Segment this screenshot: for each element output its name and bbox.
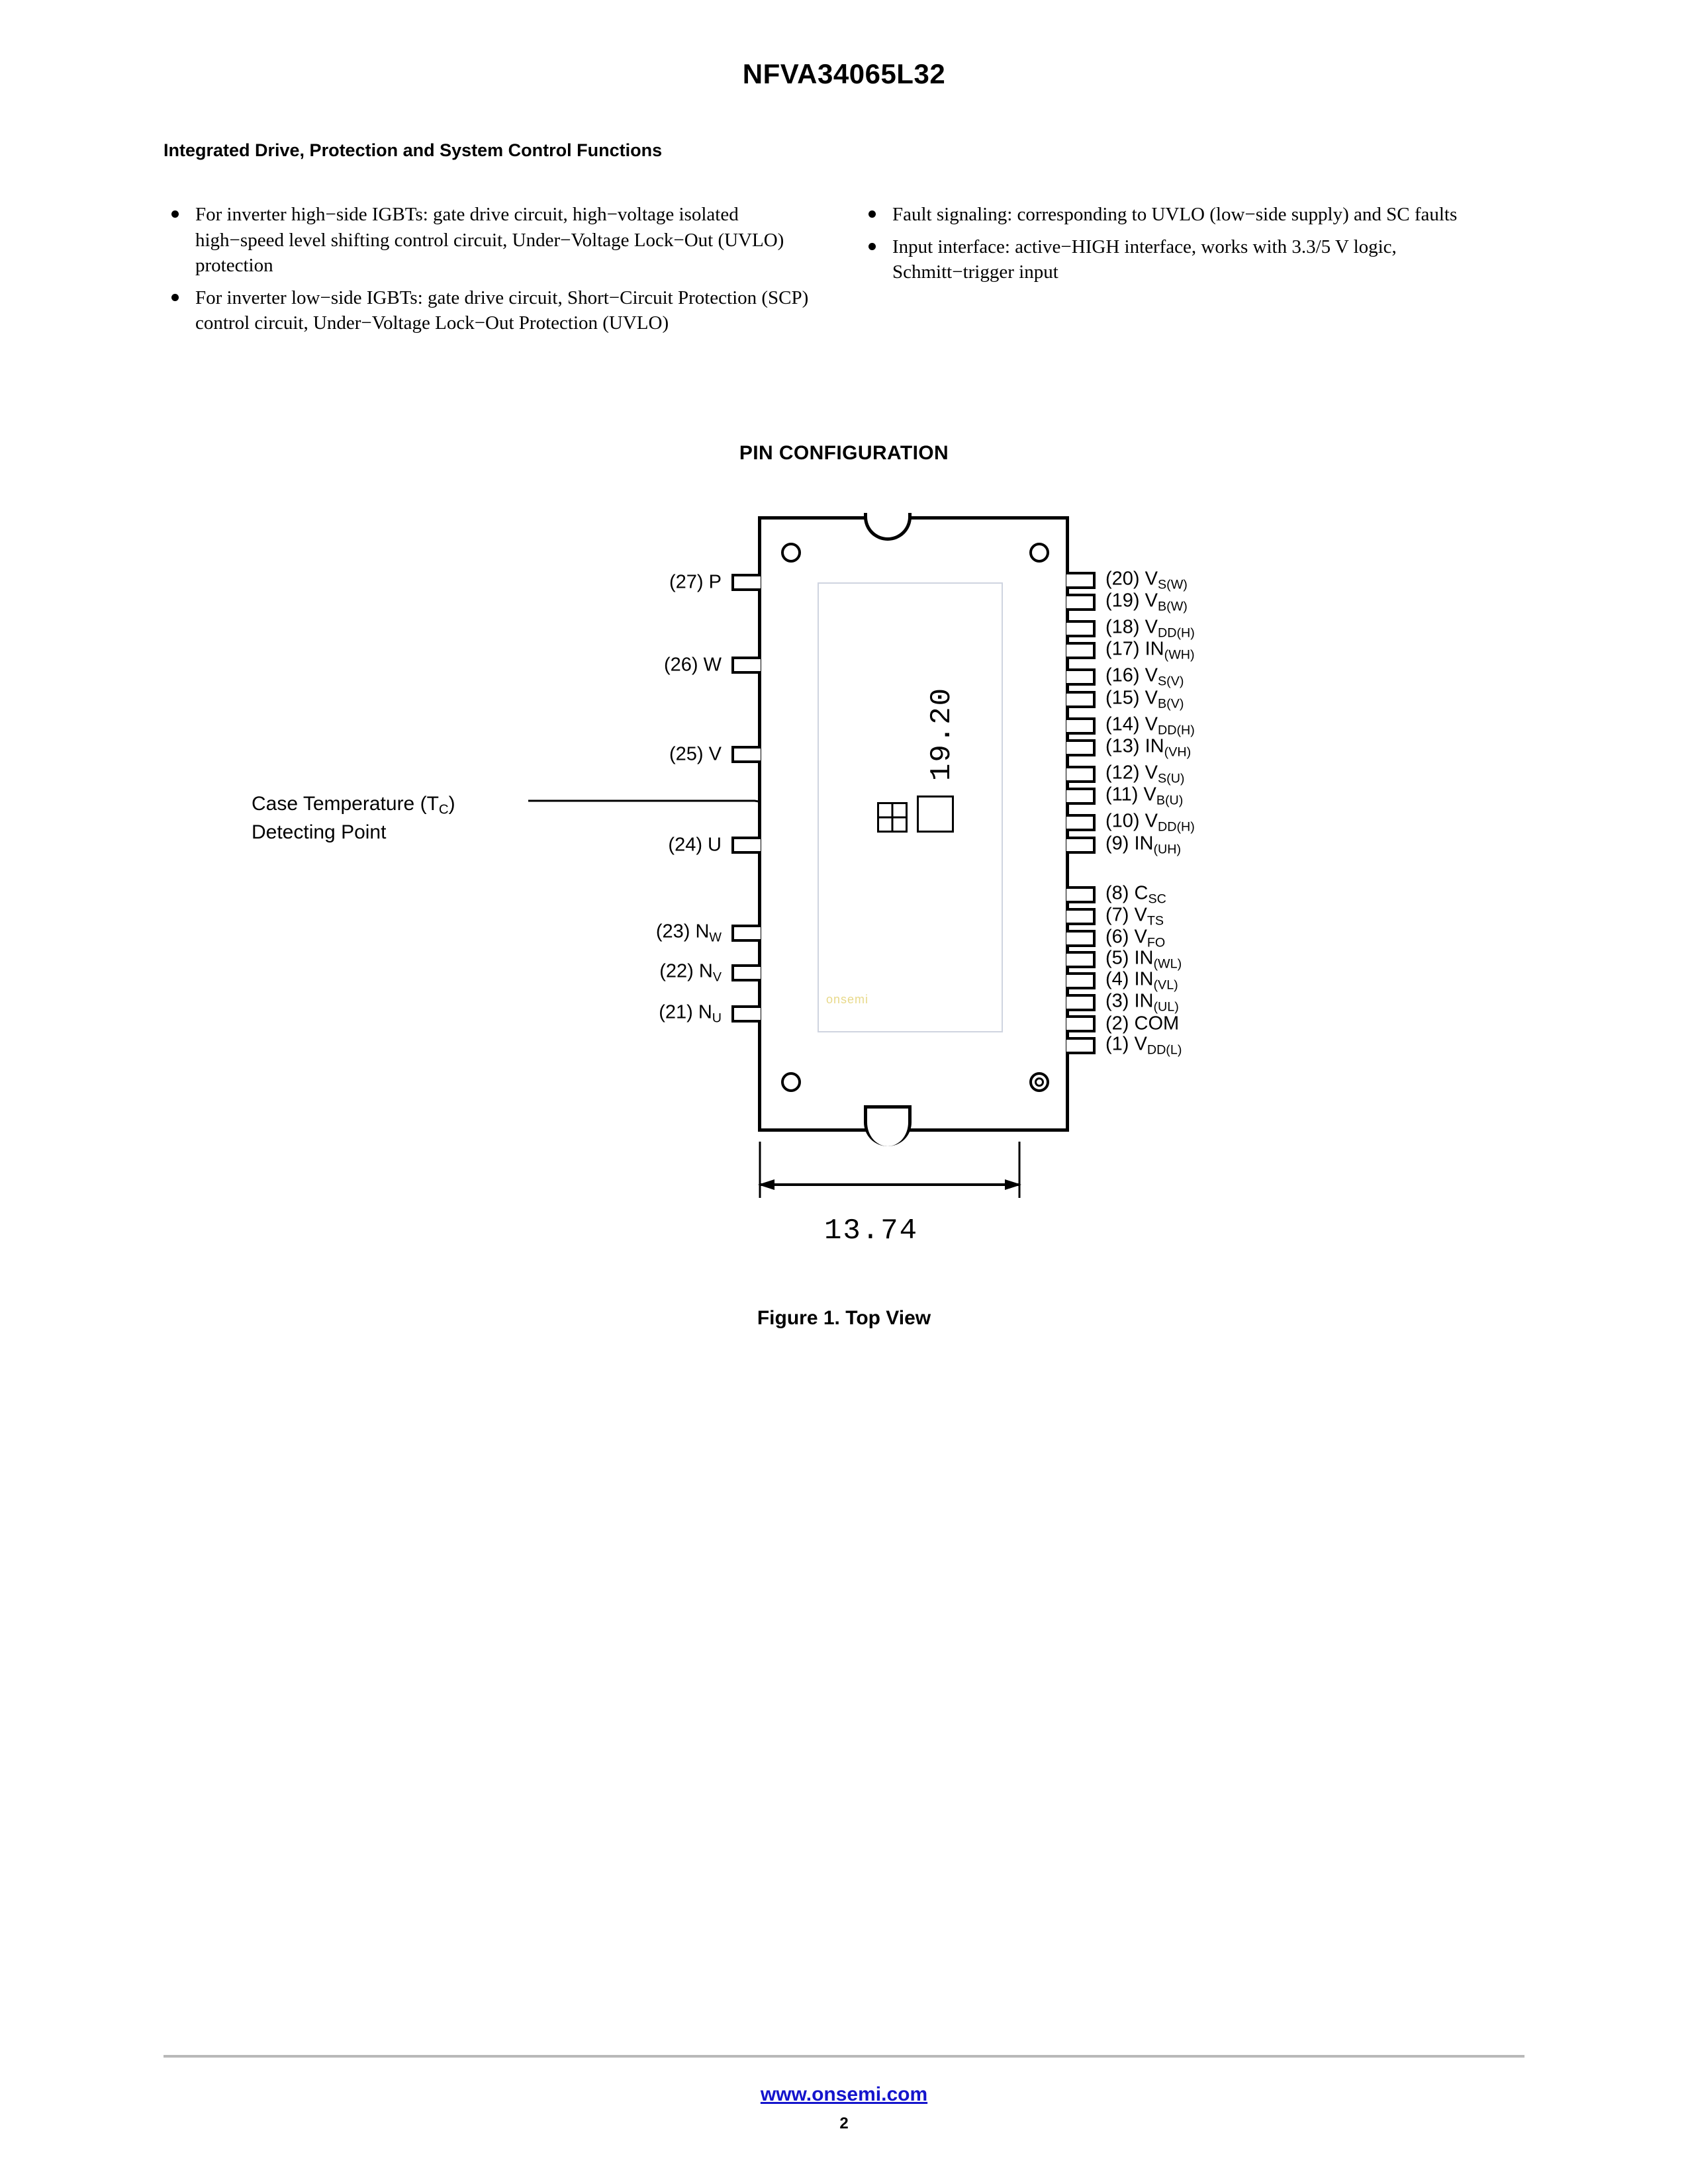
temperature-detect-point — [917, 796, 954, 833]
pin-label: (24) U — [668, 834, 722, 856]
mounting-hole-icon — [1029, 543, 1049, 563]
pin-lead — [731, 964, 761, 981]
pin-lead — [1066, 620, 1096, 637]
pin-label: (19) $V_{B(W)}$ — [1105, 590, 1188, 614]
pin-lead — [731, 1005, 761, 1023]
mounting-hole-icon — [781, 1072, 801, 1092]
bullet-dot-icon — [171, 294, 179, 301]
pin-label: (14) $V_{DD(H)}$ — [1105, 713, 1195, 738]
pin-lead — [731, 746, 761, 763]
pin-label: (7) $V_{TS}$ — [1105, 904, 1164, 929]
pin-label: (10) $V_{DD(H)}$ — [1105, 810, 1195, 835]
pin-lead — [1066, 814, 1096, 831]
pin-label: (23) $N_W$ — [655, 921, 722, 945]
pin-lead — [731, 574, 761, 591]
pin-label: (12) $V_{S(U)}$ — [1105, 762, 1185, 786]
pin-label: (22) $N_V$ — [659, 960, 722, 985]
page-number: 2 — [839, 2115, 849, 2132]
pin-lead — [1066, 837, 1096, 854]
pin-lead — [731, 925, 761, 942]
pin-label: (11) $V_{B(U)}$ — [1105, 784, 1184, 808]
callout-line-1: Case Temperature (T — [252, 793, 439, 815]
pin-lead — [1066, 594, 1096, 611]
list-item — [164, 202, 812, 279]
page-title: NFVA34065L32 — [742, 58, 946, 89]
list-item — [861, 202, 1509, 228]
pin-lead — [1066, 668, 1096, 686]
bullet-dot-icon — [868, 210, 876, 218]
temperature-detect-marker — [877, 802, 908, 833]
figure-caption: Figure 1. Top View — [757, 1307, 931, 1329]
list-item-text: For inverter low−side IGBTs: gate drive circuit, Short−Circuit Protection (SCP) control circuit, Under−Voltage Lock−Out Protection (UVLO) — [195, 287, 809, 334]
list-item-text: For inverter high−side IGBTs: gate drive circuit, high−voltage isolated high−speed level shifting control circuit, Under−Voltage Lock−Out (UVLO) protection — [195, 204, 784, 277]
pin-lead — [1066, 886, 1096, 903]
pin-label: (21) $N_U$ — [659, 1001, 722, 1026]
pin-lead — [1066, 717, 1096, 735]
dimension-vertical: 19.20 — [925, 686, 959, 781]
pin-lead — [1066, 972, 1096, 989]
pin-lead — [1066, 994, 1096, 1011]
pin-lead — [1066, 642, 1096, 659]
pin-label: (13) $IN_{(VH)}$ — [1105, 735, 1192, 760]
pin-configuration-figure — [252, 490, 1436, 1363]
feature-list-left — [164, 202, 812, 343]
mounting-hole-icon — [781, 543, 801, 563]
footer-link[interactable]: www.onsemi.com — [760, 2083, 928, 2105]
pin-lead — [1066, 691, 1096, 708]
pin-label: (15) $V_{B(V)}$ — [1105, 687, 1184, 711]
footer-divider — [164, 2055, 1524, 2058]
pin-lead — [1066, 930, 1096, 947]
feature-list-right — [861, 202, 1509, 292]
callout-line-2: Detecting Point — [252, 821, 387, 844]
pin-label: (1) $V_{DD(L)}$ — [1105, 1033, 1182, 1058]
pin-label: (4) $IN_{(VL)}$ — [1105, 968, 1178, 993]
pin-label: (26) W — [664, 654, 722, 676]
pin-label: (27) P — [669, 571, 722, 593]
callout-line-1-end: ) — [448, 793, 455, 815]
pin-lead — [1066, 908, 1096, 925]
mounting-hole-icon — [1029, 1072, 1049, 1092]
bullet-dot-icon — [868, 243, 876, 250]
section-heading: Integrated Drive, Protection and System Control Functions — [164, 140, 663, 160]
pin-lead — [731, 657, 761, 674]
pin-lead — [1066, 951, 1096, 968]
pin-lead — [1066, 788, 1096, 805]
pin-label: (25) V — [669, 743, 722, 765]
list-item — [861, 234, 1509, 285]
pin-lead — [1066, 766, 1096, 783]
pin-lead — [1066, 1015, 1096, 1032]
pin-label: (8) $C_{SC}$ — [1105, 882, 1166, 907]
pin-label: (17) $IN_{(WH)}$ — [1105, 638, 1195, 662]
pin-label: (3) $IN_{(UL)}$ — [1105, 990, 1179, 1015]
pin-label: (6) $V_{FO}$ — [1105, 926, 1166, 950]
bullet-dot-icon — [171, 210, 179, 218]
list-item-text: Input interface: active−HIGH interface, works with 3.3/5 V logic, Schmitt−trigger input — [892, 236, 1397, 283]
pin-label: (5) $IN_{(WL)}$ — [1105, 947, 1182, 972]
dimension-horizontal: 13.74 — [824, 1214, 919, 1248]
pin-lead — [1066, 1037, 1096, 1054]
pin-configuration-heading: PIN CONFIGURATION — [739, 442, 949, 464]
list-item — [164, 285, 812, 336]
watermark-text: onsemi — [826, 993, 869, 1006]
pin-label: (2) COM — [1105, 1013, 1180, 1034]
package-inner-area — [818, 582, 1003, 1032]
pin-label: (16) $V_{S(V)}$ — [1105, 664, 1184, 689]
pin-lead — [1066, 739, 1096, 756]
pin-lead — [1066, 572, 1096, 589]
case-temperature-callout — [252, 791, 530, 846]
pin-label: (9) $IN_{(UH)}$ — [1105, 833, 1182, 857]
pin-label: (20) $V_{S(W)}$ — [1105, 568, 1188, 592]
pin-lead — [731, 837, 761, 854]
pin-label: (18) $V_{DD(H)}$ — [1105, 616, 1195, 641]
list-item-text: Fault signaling: corresponding to UVLO (low−side supply) and SC faults — [892, 204, 1458, 225]
callout-subscript: C — [438, 802, 449, 817]
